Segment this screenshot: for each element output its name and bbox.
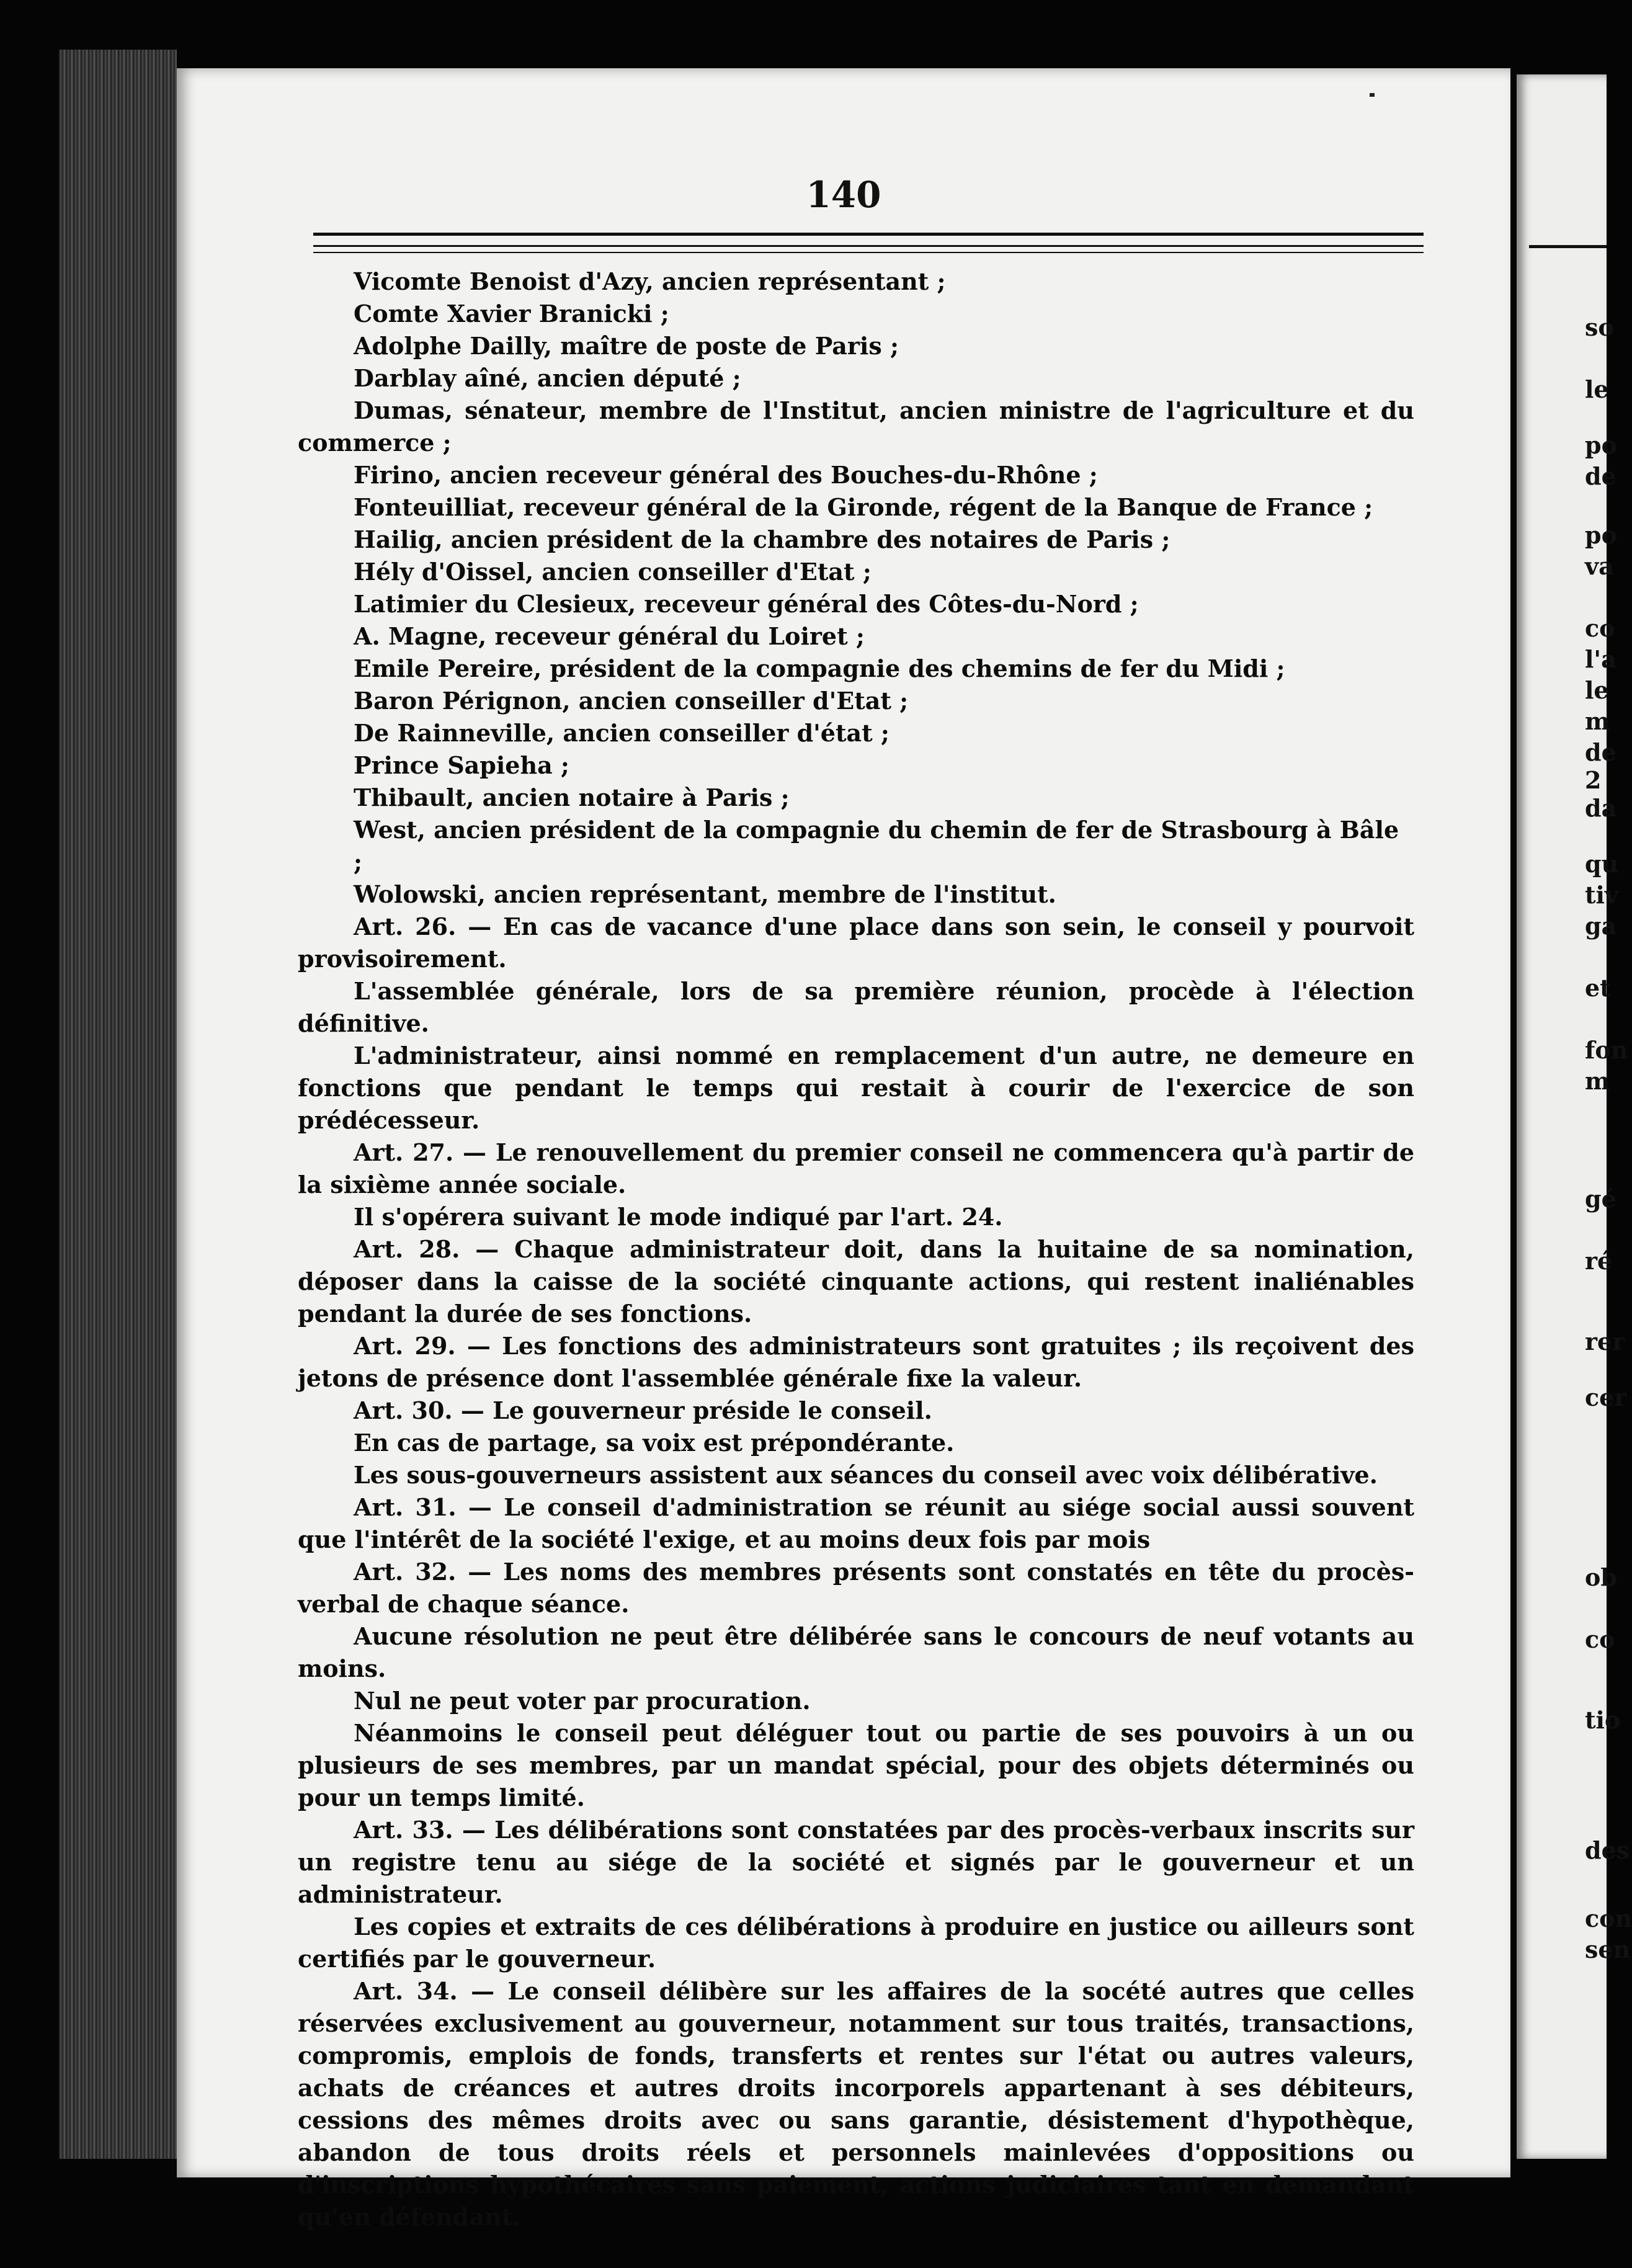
list-item: Prince Sapieha ;: [354, 751, 569, 779]
list-item: De Rainneville, ancien conseiller d'état ;: [354, 719, 890, 747]
facing-page-fragment: co: [1585, 614, 1615, 642]
list-item: A. Magne, receveur général du Loiret ;: [354, 622, 865, 650]
article-30: Art. 30. — Le gouverneur préside le conseil.: [354, 1396, 932, 1424]
page-number: 140: [806, 174, 881, 216]
facing-page-fragment: tiv: [1585, 881, 1619, 909]
facing-page-fragment: con: [1585, 1904, 1632, 1932]
header-rule: [313, 233, 1424, 236]
header-rule: [313, 245, 1424, 247]
paragraph: L'assemblée générale, lors de sa première réunion, procède à l'élection définitive.: [298, 977, 1414, 1037]
list-item: West, ancien président de la compagnie du chemin de fer de Strasbourg à Bâle ;: [354, 816, 1399, 876]
list-item: Comte Xavier Branicki ;: [354, 300, 669, 328]
article-27: Art. 27. — Le renouvellement du premier conseil ne commencera qu'à partir de la sixième année sociale.: [298, 1138, 1414, 1199]
header-rule: [1529, 245, 1607, 248]
facing-page-fragment: rer: [1585, 1328, 1625, 1355]
list-item: Adolphe Dailly, maître de poste de Paris ;: [354, 332, 899, 360]
paragraph: En cas de partage, sa voix est prépondérante.: [354, 1429, 955, 1457]
facing-page-fragment: cer: [1585, 1383, 1627, 1411]
article-34: Art. 34. — Le conseil délibère sur les affaires de la socété autres que celles réservées exclusivement au gouverneur, notamment sur tous traités, transactions, compromis, emplois de fonds, transferts et rentes sur l'état ou autres valeurs, achats de créances et autres droits incorporels appartenant à ses débiteurs, cessions des mêmes droits avec ou sans garantie, désistement d'hypothèque, abandon de tous droits réels et personnels mainlevées d'oppositions ou d'inscriptions hypothécaires sans paiement, actions judiciaires tant en demandant qu'en défendant.: [298, 1977, 1414, 2231]
facing-page-fragment: gé: [1585, 1185, 1616, 1213]
list-item: Firino, ancien receveur général des Bouches-du-Rhône ;: [354, 461, 1098, 489]
book-page: [177, 68, 1510, 2231]
facing-page-fragment: ob: [1585, 1563, 1617, 1591]
facing-page-fragment: m: [1585, 1067, 1610, 1095]
paragraph: L'administrateur, ainsi nommé en remplacement d'un autre, ne demeure en fonctions que pendant le temps qui restait à courir de l'exercice de son prédécesseur.: [298, 1042, 1414, 1134]
facing-page-fragment: de: [1585, 462, 1616, 490]
facing-page-fragment: qu: [1585, 850, 1619, 878]
paragraph: Aucune résolution ne peut être délibérée sans le concours de neuf votants au moins.: [298, 1622, 1414, 1682]
facing-page-fragment: m: [1585, 707, 1610, 735]
list-item: Latimier du Clesieux, receveur général des Côtes-du-Nord ;: [354, 590, 1139, 618]
list-item: Thibault, ancien notaire à Paris ;: [354, 784, 790, 811]
facing-page-fragment: des: [1585, 1836, 1630, 1864]
list-item: Wolowski, ancien représentant, membre de l'institut.: [354, 880, 1056, 908]
facing-page-fragment: de: [1585, 738, 1616, 766]
facing-page-fragment: 2: [1585, 766, 1602, 794]
members-list: [298, 266, 1414, 911]
paragraph: Les sous-gouverneurs assistent aux séances du conseil avec voix délibérative.: [354, 1461, 1378, 1489]
article-31: Art. 31. — Le conseil d'administration se réunit au siége social aussi souvent que l'intérêt de la société l'exige, et au moins deux fois par mois: [298, 1493, 1414, 1553]
list-item: Baron Pérignon, ancien conseiller d'Etat ;: [354, 687, 909, 715]
facing-page-fragment: le: [1585, 375, 1609, 403]
facing-page-fragment: va: [1585, 552, 1614, 580]
list-item: Fonteuilliat, receveur général de la Gironde, régent de la Banque de France ;: [354, 493, 1373, 521]
list-item: Vicomte Benoist d'Azy, ancien représentant ;: [354, 267, 946, 295]
facing-page-fragment: tio: [1585, 1706, 1621, 1734]
article-26: Art. 26. — En cas de vacance d'une place dans son sein, le conseil y pourvoit provisoirement.: [298, 913, 1414, 973]
list-item: Dumas, sénateur, membre de l'Institut, ancien ministre de l'agriculture et du commerce ;: [298, 396, 1414, 457]
facing-page-fragment: l'a: [1585, 645, 1616, 673]
page-body: [298, 266, 1414, 2233]
paragraph: Les copies et extraits de ces délibérations à produire en justice ou ailleurs sont certifiés par le gouverneur.: [298, 1913, 1414, 1973]
article-29: Art. 29. — Les fonctions des administrateurs sont gratuites ; ils reçoivent des jetons de présence dont l'assemblée générale fixe la valeur.: [298, 1332, 1414, 1392]
facing-page-fragment: ré: [1585, 1247, 1613, 1275]
book-spine: [59, 50, 177, 2159]
article-28: Art. 28. — Chaque administrateur doit, dans la huitaine de sa nomination, déposer dans la caisse de la société cinquante actions, qui restent inaliénables pendant la durée de ses fonctions.: [298, 1235, 1414, 1328]
list-item: Darblay aîné, ancien député ;: [354, 364, 741, 392]
print-mark: [1370, 93, 1375, 97]
paragraph: Néanmoins le conseil peut déléguer tout ou partie de ses pouvoirs à un ou plusieurs de ses membres, par un mandat spécial, pour des objets déterminés ou pour un temps limité.: [298, 1719, 1414, 1811]
facing-page-fragment: et: [1585, 974, 1611, 1002]
paragraph: Il s'opérera suivant le mode indiqué par l'art. 24.: [354, 1203, 1003, 1231]
facing-page-fragment: ga: [1585, 912, 1617, 940]
article-32: Art. 32. — Les noms des membres présents sont constatés en tête du procès-verbal de chaque séance.: [298, 1558, 1414, 1618]
list-item: Hailig, ancien président de la chambre des notaires de Paris ;: [354, 525, 1170, 553]
list-item: Hély d'Oissel, ancien conseiller d'Etat ;: [354, 558, 872, 586]
paragraph: Nul ne peut voter par procuration.: [354, 1687, 811, 1715]
facing-page-fragment: le: [1585, 676, 1609, 704]
list-item: Emile Pereire, président de la compagnie des chemins de fer du Midi ;: [354, 654, 1285, 682]
facing-page-fragment: po: [1585, 431, 1617, 459]
facing-page-fragment: co: [1585, 1625, 1615, 1653]
facing-page-fragment: fon: [1585, 1036, 1628, 1064]
facing-page-fragment: po: [1585, 521, 1617, 549]
facing-page-fragment: sen: [1585, 1935, 1631, 1963]
header-rule: [313, 252, 1424, 253]
facing-page-fragment: so: [1585, 313, 1614, 341]
facing-page-fragment: da: [1585, 794, 1617, 822]
article-33: Art. 33. — Les délibérations sont constatées par des procès-verbaux inscrits sur un registre tenu au siége de la société et signés par le gouverneur et un administrateur.: [298, 1816, 1414, 1908]
